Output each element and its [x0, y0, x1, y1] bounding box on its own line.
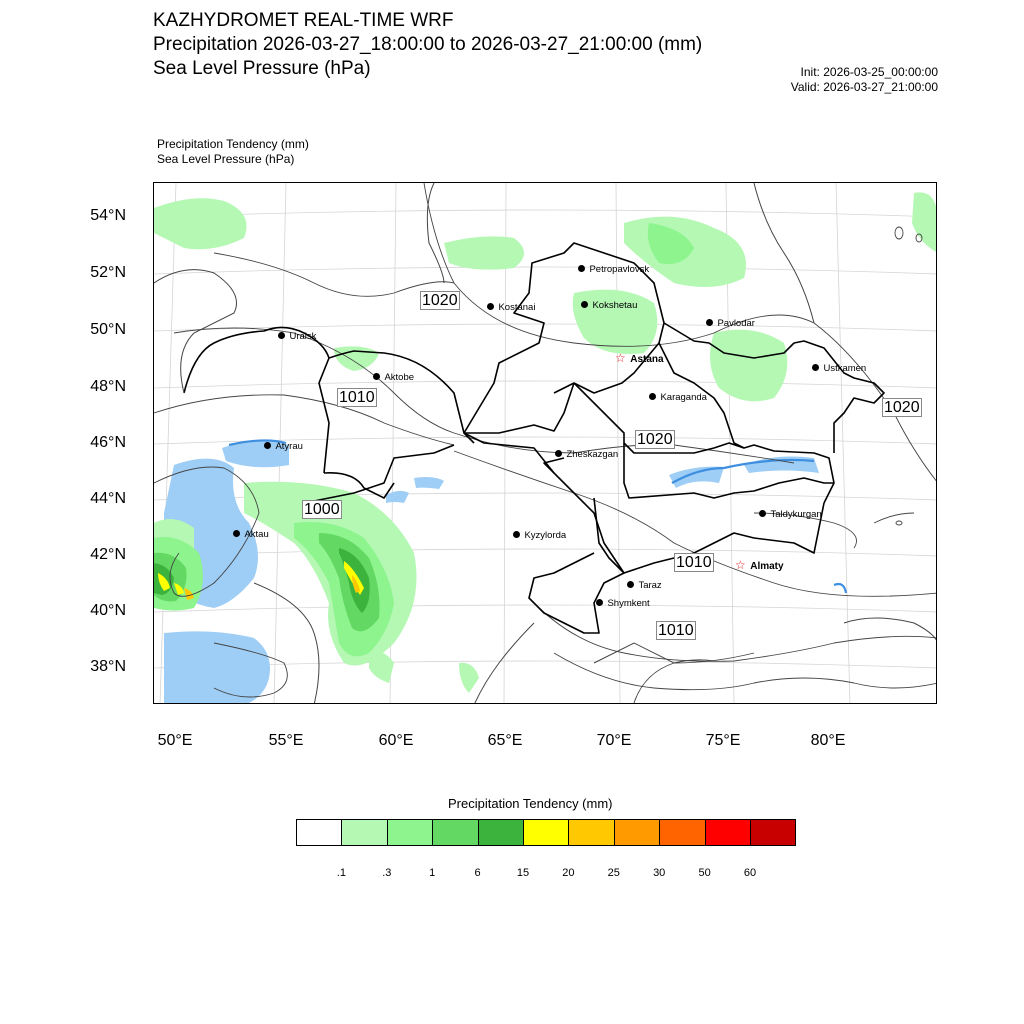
lat-tick: 50°N [90, 321, 126, 338]
colorbar-label: 1 [429, 867, 436, 879]
city-marker-atyrau [264, 436, 303, 454]
colorbar-swatch [705, 819, 751, 846]
colorbar-swatch [568, 819, 614, 846]
colorbar-swatch [387, 819, 433, 846]
lat-tick: 52°N [90, 264, 126, 281]
city-label: Petropavlovsk [589, 264, 650, 275]
city-label: Atyrau [275, 441, 303, 452]
city-label: Taraz [638, 580, 662, 591]
city-label: Almaty [750, 561, 784, 572]
lon-tick: 70°E [596, 732, 632, 749]
city-label: Ustkamen [823, 363, 867, 374]
colorbar-label: 30 [653, 867, 666, 879]
colorbar-label: 50 [698, 867, 711, 879]
city-marker-astana[interactable] [615, 349, 664, 367]
colorbar-swatch [614, 819, 660, 846]
colorbar-swatch [523, 819, 569, 846]
city-dot-icon [596, 599, 603, 606]
city-label: Uralsk [289, 331, 317, 342]
city-marker-aktau [233, 524, 269, 542]
city-marker-ustkamen [812, 358, 866, 376]
city-marker-taraz [627, 575, 662, 593]
lat-tick: 38°N [90, 658, 126, 675]
contour-label: 1020 [422, 292, 458, 309]
subtitle-2: Sea Level Pressure (hPa) [153, 58, 371, 79]
map-label-pressure: Sea Level Pressure (hPa) [157, 152, 295, 166]
city-label: Kokshetau [592, 300, 638, 311]
city-label: Kostanai [498, 302, 536, 313]
contour-label: 1010 [676, 554, 712, 571]
lon-tick: 60°E [378, 732, 414, 749]
contour-label: 1000 [304, 501, 340, 518]
city-label: Karaganda [660, 392, 707, 403]
city-label: Pavlodar [717, 318, 755, 329]
city-dot-icon [578, 265, 585, 272]
city-marker-pavlodar [706, 313, 755, 331]
colorbar-swatch [296, 819, 342, 846]
colorbar-label: 15 [516, 867, 530, 879]
colorbar-label: .3 [382, 867, 392, 879]
colorbar-label: 6 [474, 867, 481, 879]
precip-light-blue [164, 441, 822, 704]
city-dot-icon [487, 303, 494, 310]
city-label: Astana [630, 354, 664, 365]
subtitle: Precipitation 2026-03-27_18:00:00 to 2026-03-27_21:00:00 (mm) [153, 34, 703, 55]
colorbar-swatch [478, 819, 524, 846]
contour-label: 1020 [884, 399, 920, 416]
colorbar-swatch [341, 819, 387, 846]
colorbar-swatch [432, 819, 478, 846]
city-label: Shymkent [607, 598, 650, 609]
city-marker-kostanai [487, 297, 535, 315]
city-dot-icon [706, 319, 713, 326]
lat-tick: 46°N [90, 434, 126, 451]
lon-tick: 65°E [487, 732, 523, 749]
city-label: Aktobe [384, 372, 415, 383]
capital-star-icon: ☆ [615, 351, 626, 365]
city-dot-icon [812, 364, 819, 371]
lon-tick: 80°E [810, 732, 846, 749]
colorbar-label: .1 [336, 867, 346, 879]
city-label: Taldykurgan [770, 509, 822, 520]
city-dot-icon [759, 510, 766, 517]
lat-tick: 54°N [90, 207, 126, 224]
contour-label: 1020 [637, 431, 673, 448]
city-marker-almaty[interactable] [735, 556, 784, 574]
city-dot-icon [233, 530, 240, 537]
map-label-precip: Precipitation Tendency (mm) [157, 137, 309, 151]
city-marker-kokshetau [581, 295, 637, 313]
city-dot-icon [627, 581, 634, 588]
city-dot-icon [264, 442, 271, 449]
city-marker-uralsk [278, 326, 316, 344]
colorbar-label: 60 [743, 867, 757, 879]
contour-label: 1010 [658, 622, 694, 639]
capital-star-icon: ☆ [735, 558, 746, 572]
lat-tick: 42°N [90, 546, 126, 563]
city-label: Zheskazgan [566, 449, 619, 460]
city-dot-icon [555, 450, 562, 457]
city-marker-kyzylorda [513, 525, 566, 543]
city-dot-icon [581, 301, 588, 308]
city-marker-aktobe [373, 367, 414, 385]
valid-time: Valid: 2026-03-27_21:00:00 [790, 80, 938, 94]
city-marker-petropavlovsk [578, 259, 649, 277]
lon-tick: 75°E [705, 732, 741, 749]
city-dot-icon [513, 531, 520, 538]
lon-tick: 55°E [268, 732, 304, 749]
city-dot-icon [649, 393, 656, 400]
city-marker-karaganda [649, 387, 707, 405]
colorbar-label: 25 [607, 867, 620, 879]
city-label: Kyzylorda [524, 530, 567, 541]
title: KAZHYDROMET REAL-TIME WRF [153, 10, 454, 31]
colorbar-title: Precipitation Tendency (mm) [448, 796, 613, 811]
init-time: Init: 2026-03-25_00:00:00 [800, 65, 938, 79]
city-label: Aktau [244, 529, 269, 540]
colorbar-label: 20 [562, 867, 575, 879]
city-marker-shymkent [596, 593, 650, 611]
lat-tick: 44°N [90, 490, 126, 507]
city-marker-taldykurgan [759, 504, 822, 522]
colorbar-swatch [659, 819, 705, 846]
colorbar-swatch [750, 819, 796, 846]
city-dot-icon [373, 373, 380, 380]
lat-tick: 40°N [90, 602, 126, 619]
lat-tick: 48°N [90, 378, 126, 395]
city-marker-zheskazgan [555, 444, 618, 462]
map-panel[interactable] [153, 182, 937, 704]
lon-tick: 50°E [157, 732, 193, 749]
contour-label: 1010 [339, 389, 375, 406]
city-dot-icon [278, 332, 285, 339]
lakes [895, 227, 922, 525]
